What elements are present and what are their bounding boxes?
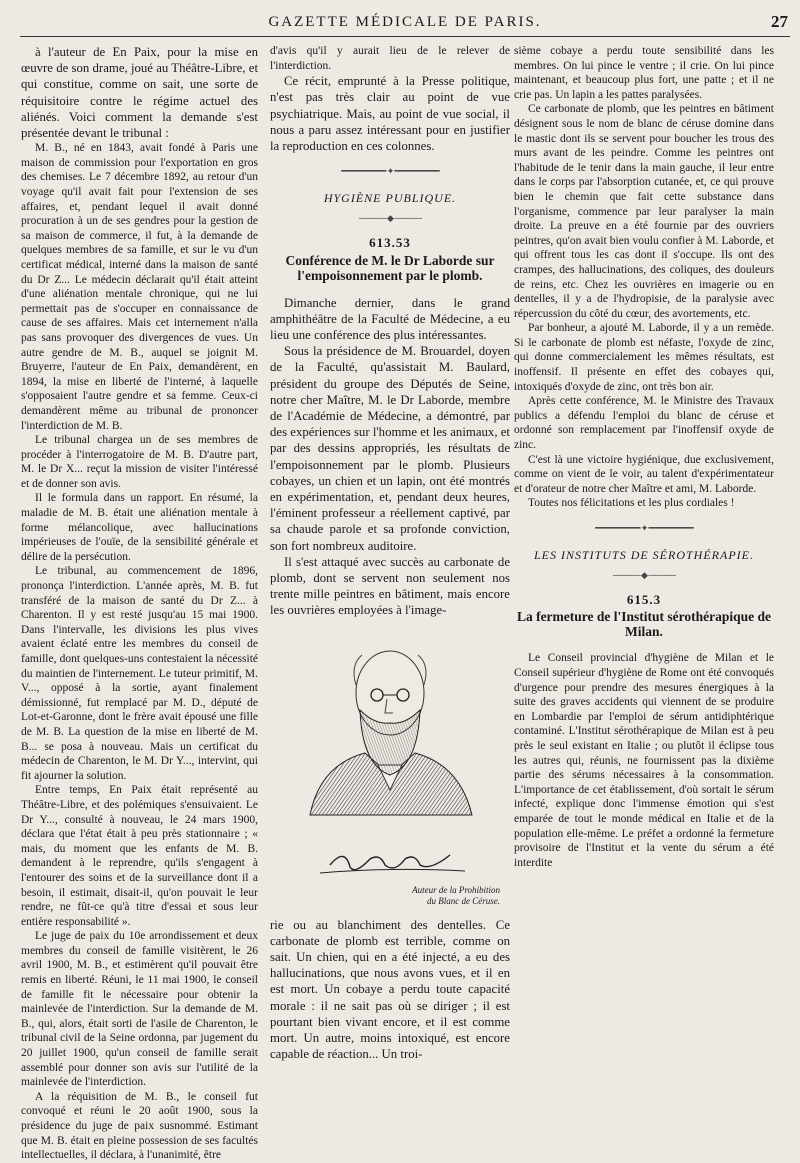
ornament-rule: ───── ◆ ─────: [612, 570, 676, 581]
ornament-rule: ━━━━━━━━━━ ✦ ━━━━━━━━━━: [341, 166, 439, 177]
paragraph: Le tribunal chargea un de ses membres de procéder à l'interrogatoire de M. B. D'autre part, M. le Dr X... reçut la mission de visiter l'intéressé et de donner son avis.: [21, 434, 258, 490]
paragraph: Par bonheur, a ajouté M. Laborde, il y a un remède. Si le carbonate de plomb est néfaste, l'oxyde de zinc, qui donne commercialement les mêmes résultats, est inoffensif. Il présente en effet des cobayes qui, intoxiqués d'oxyde de zinc, ont très bon air.: [514, 322, 774, 393]
caption-line-1: Auteur de la Prohibition: [412, 884, 500, 895]
paragraph: Sous la présidence de M. Brouardel, doyen de la Faculté, qu'assistait M. Baulard, président du groupe des Députés de Seine, notre cher Maître, M. le Dr Laborde, membre de l'Académie de Médecine, a démontré, par des expériences sur l'homme et les animaux, et par des dessins appropriés, les résultats de l'empoisonnement par le plomb. Plusieurs cobayes, un chien et un lapin, ont été montrés en expérimentation, et, pendant deux heures, l'éminent professeur a réellement captivé, par sa chaude parole et sa profonde conviction, son fort nombreux auditoire.: [270, 344, 510, 553]
paragraph: A la réquisition de M. B., le conseil fut convoqué et réuni le 20 août 1900, sous la présidence du juge de paix susnommé. Estimant que M. B. était en pleine possession de ses facultés intellectuelles, il déclara, à l'unanimité, être: [21, 1090, 258, 1162]
article-number: 613.53: [369, 234, 411, 250]
article-number: 615.3: [626, 591, 662, 607]
portrait-engraving: [290, 625, 490, 865]
paragraph: Le Conseil provincial d'hygiène de Milan et le Conseil supérieur d'hygiène de Rome ont été convoqués d'urgence pour prendre des mesures énergiques à la suite des graves accidents qui viennent de se produire en Lombardie par l'emploi de sérum antidiphtérique contaminé. L'Institut sérothérapique de Milan est à peu près le seul existant en Italie ; ou plutôt il éclipse tous les autres qui, réunis, ne fournissent pas la dixième partie des sérums nécessaires à la consommation. L'importance de cet établissement, d'où sortait le sérum infecté, explique donc l'immense émotion qui s'est emparée de tout le monde médical en Italie et de la population elle-même. Le préfet a ordonné la fermeture provisoire de l'Institut et la vente du sérum a été interdite: [514, 652, 774, 869]
portrait-illustration: [290, 625, 490, 865]
paragraph: d'avis qu'il y aurait lieu de le relever de l'interdiction.: [270, 45, 510, 72]
paragraph: sième cobaye a perdu toute sensibilité dans les membres. On lui pince le ventre ; il crie. On lui pince maintenant, et beaucoup plus fort, une patte ; et il ne crie pas. Un lapin a les pattes paralysées.: [514, 45, 774, 101]
paragraph: Toutes nos félicitations et les plus cordiales !: [528, 497, 735, 510]
article-title: La fermeture de l'Institut sérothérapique de Milan.: [516, 609, 772, 640]
section-heading-hygiene: HYGIÈNE PUBLIQUE.: [323, 190, 457, 205]
column-1: [21, 44, 258, 1163]
paragraph: Il le formula dans un rapport. En résumé, la maladie de M. B. était une aliénation mentale à forme mélancolique, avec hallucinations impérieuses de l'ouïe, de la sensibilité générale et délire de la persécution.: [21, 492, 258, 563]
paragraph: Entre temps, En Paix était représenté au Théâtre-Libre, et des polémiques s'ensuivaient. Le Dr Y..., consulté à nouveau, le 24 mars 1900, déclara que l'état était à peu près stationnaire ; « mais, du moment que les enfants de M. B. demandent à le reprendre, qu'ils s'engagent à l'entourer des soins et de la surveillance dont il a besoin, il estimait, disait-il, qu'on pouvait le leur rendre, ne fût-ce qu'à titre d'essai et sous leur entière responsabilité ».: [21, 784, 258, 928]
ornament-rule: ━━━━━━━━━━ ✦ ━━━━━━━━━━: [595, 523, 693, 533]
paragraph: Il s'est attaqué avec succès au carbonate de plomb, dont se servent non seulement nos trente mille peintres en bâtiment, mais encore les ouvrières employées à l'image-: [270, 554, 510, 618]
section-heading-serotherapy: LES INSTITUTS DE SÉROTHÉRAPIE.: [534, 547, 754, 562]
page-number: 27: [771, 12, 788, 31]
caption-line-2: du Blanc de Céruse.: [427, 895, 500, 906]
journal-title: GAZETTE MÉDICALE DE PARIS.: [268, 14, 542, 30]
ornament-rule: ───── ◆ ─────: [358, 213, 422, 224]
paragraph: M. B., né en 1843, avait fondé à Paris une maison de commission pour l'exportation en gros des chemises. Le 7 décembre 1892, au retour d'un voyage qu'il avait fait pour l'extension de ses affaires, et, pendant lequel il avait donné procuration à un de ses gendres pour la gestion de sa maison de commerce, il fut, à la demande de quelques membres de sa famille, et sur le vu d'un certificat médical, interné dans la maison de santé du Dr Z... Le médecin déclarait qu'il était atteint d'une aliénation mentale chronique, qui ne lui permettait pas de s'occuper en connaissance de cause de ses affaires. Mais cet internement n'alla pas sans provoquer des divergences de vues. Un autre gendre de M. B., auquel se joignit M. Bruyerre, l'auteur de En Paix, demandèrent, en 1894, la mise en liberté de l'interné, à laquelle s'opposaient l'autre gendre et sa femme. Ceux-ci demandèrent même au tribunal de prononcer l'interdiction de M. B.: [21, 142, 258, 432]
portrait-caption: [270, 885, 500, 907]
column-3: [514, 44, 774, 870]
paragraph: Le juge de paix du 10e arrondissement et deux membres du conseil de famille visitèrent, le 26 avril 1900, M. B., et estimèrent qu'il pouvait être remis en liberté. Réuni, le 11 mai 1900, le conseil de famille fit le nécessaire pour obtenir la mainlevée de l'interdiction. Sur la demande de M. B., qui, alors, était sorti de l'asile de Charenton, le tribunal civil de la Seine ordonna, par jugement du 20 juillet 1900, qu'un conseil de famille serait assemblé pour donner son avis sur l'utilité de la mainlevée de l'interdiction.: [21, 930, 258, 1089]
paragraph: C'est là une victoire hygiénique, due exclusivement, comme on vient de le voir, au talent d'expérimentateur et d'orateur de notre cher Maître et ami, M. Laborde.: [514, 453, 774, 495]
article-title: Conférence de M. le Dr Laborde sur l'empoisonnement par le plomb.: [285, 252, 495, 283]
paragraph: Ce récit, emprunté à la Presse politique, n'est pas très clair au point de vue psychiatrique. Mais, au point de vue social, il nous a paru assez intéressant pour en justifier la reproduction en ces colonnes.: [270, 74, 510, 153]
paragraph: Ce carbonate de plomb, que les peintres en bâtiment désignent sous le nom de blanc de céruse domine dans le mastic dont ils se servent pour boucher les trous des murs avant de les peindre. Comme les peintres ont l'habitude de le tenir dans la main gauche, il leur entre dans le corps par l'absorption cutanée, et, ce qui prouve bien le chemin que fait cette substance dans l'organisme, commence par leur paralyser la main droite. La preuve en a été fournie par des ouvriers peintres, qu'on avait bien voulu confier à M. Laborde, et qui offrent tous les cas dont il s'occupe. Ils ont des crampes, des hallucinations, des coliques, des douleurs de reins, etc. Chez les ouvrières en imagerie ou en dentelles, il y a de l'hydropisie, de la paralysie avec répercussion du côté du cœur, des avortements, etc.: [514, 103, 774, 320]
signature-graphic: [290, 845, 490, 879]
paragraph: à l'auteur de En Paix, pour la mise en œuvre de son drame, joué au Théâtre-Libre, et qui constitue, comme on sait, une sorte de réquisitoire contre le régime actuel des aliénés. Voici comment la demande s'est présentée devant le tribunal :: [21, 45, 258, 141]
paragraph: Dimanche dernier, dans le grand amphithéâtre de la Faculté de Médecine, a eu lieu une conférence des plus intéressantes.: [270, 295, 510, 342]
paragraph: Le tribunal, au commencement de 1896, prononça l'interdiction. L'année après, M. B. fut transféré de la maison de santé du Dr Z... à Charenton. Il y est resté jusqu'au 15 mai 1900. Dans l'intervalle, les divisions les plus vives avaient éclaté entre les membres du conseil de famille, dont quelques-uns contestaient la nécessité du maintien de l'internement. Le tuteur primitif, M. V..., opposé à la sortie, ayant finalement démissionné, fut remplacé par M. D., député de Lot-et-Garonne, dont le frère avait épousé une fille de M. B. La question de la mise en liberté de M. B... se posa à nouveau. Mais un certificat du médecin de Charenton, le M. Dr Y..., intervint, qui fit ajourner la solution.: [21, 565, 258, 782]
column-2: [270, 44, 510, 1062]
col2-article-text: [270, 295, 510, 619]
paragraph: Après cette conférence, M. le Ministre des Travaux publics a défendu l'emploi du blanc de céruse et ordonné son remplacement par l'inoffensif oxyde de zinc.: [514, 395, 774, 452]
col3-article-text: [514, 651, 774, 870]
page-header: [20, 10, 790, 37]
bottom-paragraph: rie ou au blanchiment des dentelles. Ce carbonate de plomb est terrible, comme on sait. Un chien, qui en a été injecté, a eu des hallucinations, que nous avons vues, et il en est mort. Un cobaye a perdu toute capacité morale : il ne sait pas où se diriger ; il est pourtant bien vivant encore, et il est comme mort. Un autre, moins intoxiqué, est encore capable de réaction... Un troi-: [270, 917, 510, 1062]
col3-top-text: [514, 44, 774, 511]
col2-top-text: [270, 44, 510, 154]
